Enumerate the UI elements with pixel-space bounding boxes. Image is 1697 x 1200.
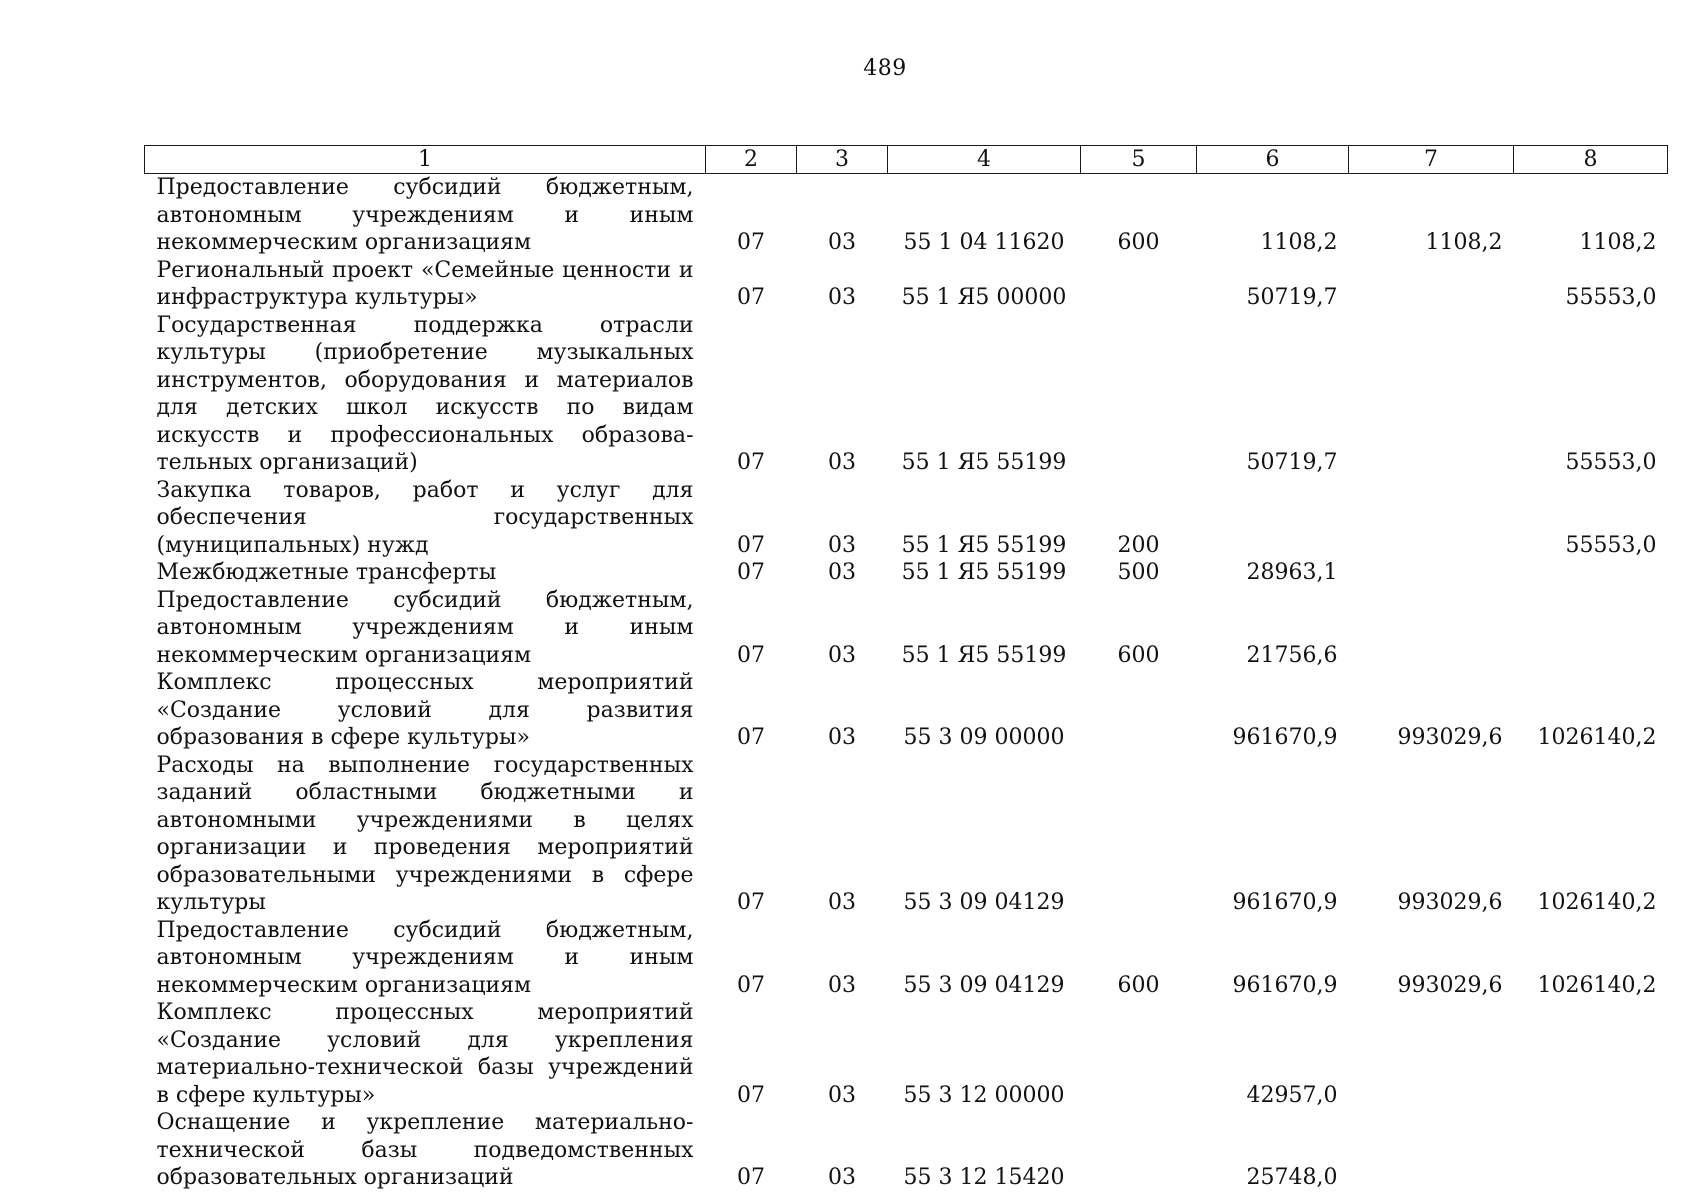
row-amount-col8: 1026140,2 bbox=[1537, 725, 1657, 750]
row-amount-col7: 1108,2 bbox=[1425, 230, 1503, 255]
row-expense-type bbox=[1081, 999, 1197, 1109]
table-row bbox=[145, 587, 1668, 670]
row-amount-col6: 25748,0 bbox=[1246, 1165, 1338, 1190]
row-subsection: 03 bbox=[828, 642, 856, 668]
row-name: Комплекс процессных мероприятий «Создание условий для укрепления материально-технической базы учреждений в сфере культуры» bbox=[156, 1000, 694, 1108]
header-col-4: 4 bbox=[888, 146, 1081, 174]
row-target-code: 55 1 Я5 55199 bbox=[901, 642, 1067, 668]
row-section: 07 bbox=[737, 532, 765, 558]
row-section: 07 bbox=[737, 725, 765, 750]
row-amount-col6: 50719,7 bbox=[1246, 450, 1338, 475]
header-col-3: 3 bbox=[797, 146, 888, 174]
header-col-6: 6 bbox=[1197, 146, 1349, 174]
header-col-8: 8 bbox=[1514, 146, 1668, 174]
row-target-code: 55 1 Я5 55199 bbox=[901, 560, 1067, 585]
row-subsection: 03 bbox=[828, 230, 856, 255]
row-section: 07 bbox=[737, 1165, 765, 1190]
row-amount-col6: 961670,9 bbox=[1232, 972, 1338, 998]
row-target-code: 55 1 04 11620 bbox=[903, 230, 1065, 255]
header-row bbox=[145, 146, 1668, 174]
row-amount-col8: 55553,0 bbox=[1565, 285, 1657, 310]
header-col-1: 1 bbox=[145, 146, 706, 174]
row-subsection: 03 bbox=[828, 450, 856, 475]
table-row bbox=[145, 669, 1668, 752]
row-subsection: 03 bbox=[828, 560, 856, 585]
row-subsection: 03 bbox=[828, 1082, 856, 1108]
row-amount-col8: 1108,2 bbox=[1579, 230, 1657, 255]
row-name: Закупка товаров, работ и услуг для обеспечения государственных (муниципальных) нужд bbox=[156, 477, 694, 558]
row-amount-col6: 28963,1 bbox=[1246, 560, 1338, 585]
row-amount-col7 bbox=[1349, 999, 1514, 1109]
row-amount-col7 bbox=[1349, 312, 1514, 477]
row-name: Региональный проект «Семейные ценности и инфраструктура культуры» bbox=[156, 257, 694, 310]
row-section: 07 bbox=[737, 560, 765, 585]
row-target-code: 55 3 09 04129 bbox=[903, 890, 1065, 915]
row-section: 07 bbox=[737, 642, 765, 668]
header-col-7: 7 bbox=[1349, 146, 1514, 174]
row-name: Межбюджетные трансферты bbox=[156, 560, 497, 585]
row-amount-col7 bbox=[1349, 587, 1514, 670]
row-amount-col7 bbox=[1349, 559, 1514, 587]
row-section: 07 bbox=[737, 230, 765, 255]
header-col-2: 2 bbox=[706, 146, 797, 174]
row-amount-col8: 55553,0 bbox=[1565, 532, 1657, 558]
row-amount-col8 bbox=[1514, 587, 1668, 670]
row-expense-type bbox=[1081, 1109, 1197, 1192]
row-expense-type bbox=[1081, 669, 1197, 752]
row-subsection: 03 bbox=[828, 1165, 856, 1190]
row-amount-col6: 21756,6 bbox=[1246, 642, 1338, 668]
row-expense-type: 500 bbox=[1117, 560, 1160, 585]
row-target-code: 55 3 12 15420 bbox=[903, 1165, 1065, 1190]
row-target-code: 55 3 12 00000 bbox=[903, 1082, 1065, 1108]
table-row bbox=[145, 752, 1668, 917]
table-row bbox=[145, 559, 1668, 587]
row-expense-type: 600 bbox=[1117, 230, 1160, 255]
row-amount-col7 bbox=[1349, 257, 1514, 312]
row-subsection: 03 bbox=[828, 890, 856, 915]
row-name: Предоставление субсидий бюджетным, автономным учреждениям и иным некоммерческим организациям bbox=[156, 917, 694, 998]
row-subsection: 03 bbox=[828, 725, 856, 750]
row-amount-col8: 1026140,2 bbox=[1537, 972, 1657, 998]
row-section: 07 bbox=[737, 285, 765, 310]
table-row bbox=[145, 174, 1668, 257]
row-amount-col6 bbox=[1197, 477, 1349, 560]
row-amount-col8 bbox=[1514, 559, 1668, 587]
row-name: Предоставление субсидий бюджетным, автономным учреждениям и иным некоммерческим организациям bbox=[156, 175, 694, 255]
budget-table bbox=[144, 145, 1668, 1192]
row-amount-col8 bbox=[1514, 999, 1668, 1109]
row-name: Оснащение и укрепление материально-технической базы подведомственных образовательных организаций bbox=[156, 1110, 694, 1190]
row-amount-col8: 1026140,2 bbox=[1537, 890, 1657, 915]
table-row bbox=[145, 1109, 1668, 1192]
row-section: 07 bbox=[737, 890, 765, 915]
row-target-code: 55 3 09 04129 bbox=[903, 972, 1065, 998]
row-amount-col7: 993029,6 bbox=[1397, 890, 1503, 915]
row-amount-col7: 993029,6 bbox=[1397, 972, 1503, 998]
row-subsection: 03 bbox=[828, 285, 856, 310]
row-expense-type bbox=[1081, 257, 1197, 312]
row-subsection: 03 bbox=[828, 972, 856, 998]
row-target-code: 55 1 Я5 55199 bbox=[901, 532, 1067, 558]
row-target-code: 55 1 Я5 00000 bbox=[901, 285, 1067, 310]
row-name: Расходы на выполнение государственных заданий областными бюджетными и автономными учреждениями в целях организации и проведения мероприятий образовательными учреждениями в сфере культуры bbox=[156, 752, 694, 915]
row-name: Предоставление субсидий бюджетным, автономным учреждениям и иным некоммерческим организациям bbox=[156, 587, 694, 668]
table-row bbox=[145, 257, 1668, 312]
row-amount-col7: 993029,6 bbox=[1397, 725, 1503, 750]
table-header bbox=[145, 146, 1668, 174]
header-col-5: 5 bbox=[1081, 146, 1197, 174]
table-row bbox=[145, 917, 1668, 1000]
row-amount-col7 bbox=[1349, 1109, 1514, 1192]
page-number: 489 bbox=[863, 56, 907, 81]
row-amount-col6: 961670,9 bbox=[1232, 725, 1338, 750]
row-expense-type: 200 bbox=[1117, 532, 1160, 558]
row-name: Государственная поддержка отрасли культуры (приобретение музыкальных инструментов, оборудования и материалов для детских школ искусств по видам искусств и профессиональных образовательных организаций) bbox=[156, 312, 694, 475]
table-body bbox=[145, 174, 1668, 1192]
row-amount-col6: 50719,7 bbox=[1246, 285, 1338, 310]
row-amount-col7 bbox=[1349, 477, 1514, 560]
row-section: 07 bbox=[737, 450, 765, 475]
row-target-code: 55 3 09 00000 bbox=[903, 725, 1065, 750]
row-expense-type: 600 bbox=[1117, 642, 1160, 668]
row-expense-type bbox=[1081, 312, 1197, 477]
row-amount-col6: 1108,2 bbox=[1260, 230, 1338, 255]
row-amount-col6: 961670,9 bbox=[1232, 890, 1338, 915]
row-expense-type bbox=[1081, 752, 1197, 917]
row-section: 07 bbox=[737, 972, 765, 998]
row-amount-col6: 42957,0 bbox=[1246, 1082, 1338, 1108]
row-expense-type: 600 bbox=[1117, 972, 1160, 998]
table-row bbox=[145, 477, 1668, 560]
table-row bbox=[145, 999, 1668, 1109]
row-subsection: 03 bbox=[828, 532, 856, 558]
row-target-code: 55 1 Я5 55199 bbox=[901, 450, 1067, 475]
table-row bbox=[145, 312, 1668, 477]
row-section: 07 bbox=[737, 1082, 765, 1108]
row-name: Комплекс процессных мероприятий «Создание условий для развития образования в сфере культуры» bbox=[156, 670, 694, 750]
row-amount-col8 bbox=[1514, 1109, 1668, 1192]
row-amount-col8: 55553,0 bbox=[1565, 450, 1657, 475]
